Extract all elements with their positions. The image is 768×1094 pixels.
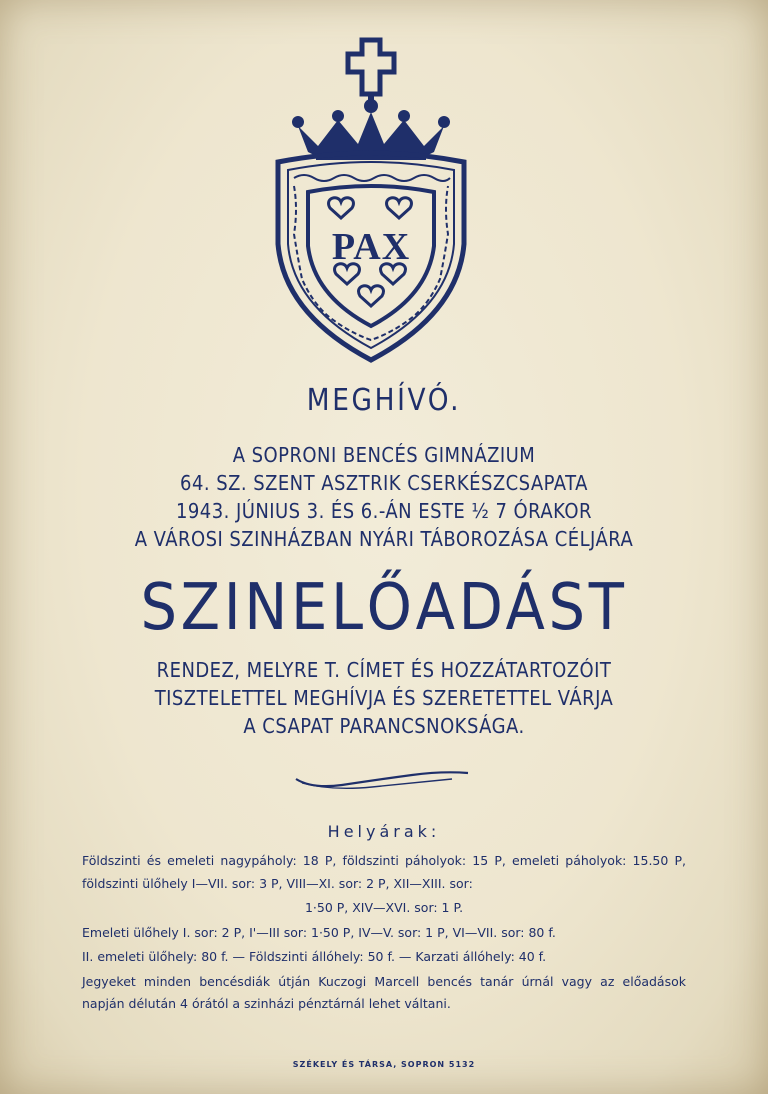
seats-heading: Helyárak: — [327, 822, 441, 841]
price-paragraph: Emeleti ülőhely I. sor: 2 P, I'—III sor: 1·50 P, IV—V. sor: 1 P, VI—VII. sor: 80 f. — [82, 924, 556, 940]
headline: SZINELŐADÁST — [140, 571, 628, 645]
flourish-divider — [292, 765, 472, 795]
intro-text — [38, 441, 729, 553]
intro-line: A VÁROSI SZINHÁZBAN NYÁRI TÁBOROZÁSA CÉLJÁRA — [134, 527, 634, 551]
ticket-info: Jegyeket minden bencésdiák útján Kuczogi Marcell bencés tanár úrnál vagy az előadások napján délután 4 órától a szinházi pénztárnál lehet váltani. — [82, 973, 686, 1011]
cross-icon — [348, 40, 394, 94]
price-paragraph: II. emeleti ülőhely: 80 f. — Földszinti állóhely: 50 f. — Karzati állóhely: 40 f. — [82, 949, 547, 964]
invite-line: RENDEZ, MELYRE T. CÍMET ÉS HOZZÁTARTOZÓIT — [156, 658, 612, 682]
intro-line: A SOPRONI BENCÉS GIMNÁZIUM — [232, 443, 536, 467]
intro-line: 1943. JÚNIUS 3. ÉS 6.-ÁN ESTE ½ 7 ÓRAKOR — [175, 499, 592, 523]
pax-emblem — [268, 34, 474, 364]
seat-prices — [82, 850, 686, 1018]
invite-line: A CSAPAT PARANCSNOKSÁGA. — [243, 714, 525, 738]
intro-line: 64. SZ. SZENT ASZTRIK CSERKÉSZCSAPATA — [180, 471, 588, 495]
price-paragraph: Földszinti és emeleti nagypáholy: 18 P, földszinti páholyok: 15 P, emeleti páholyok: 15.50 P, földszinti ülőhely I—VII. sor: 3 P, VIII—XI. sor: 2 P, XII—XIII. sor: — [82, 853, 686, 891]
invite-text — [38, 656, 729, 740]
printer-imprint: SZÉKELY ÉS TÁRSA, SOPRON 5132 — [292, 1060, 476, 1069]
price-paragraph: 1·50 P, XIV—XVI. sor: 1 P. — [304, 900, 464, 915]
page-title: MEGHÍVÓ. — [306, 383, 462, 418]
pax-motto: PAX — [331, 226, 411, 268]
invite-line: TISZTELETTEL MEGHÍVJA ÉS SZERETETTEL VÁRJA — [154, 686, 614, 710]
